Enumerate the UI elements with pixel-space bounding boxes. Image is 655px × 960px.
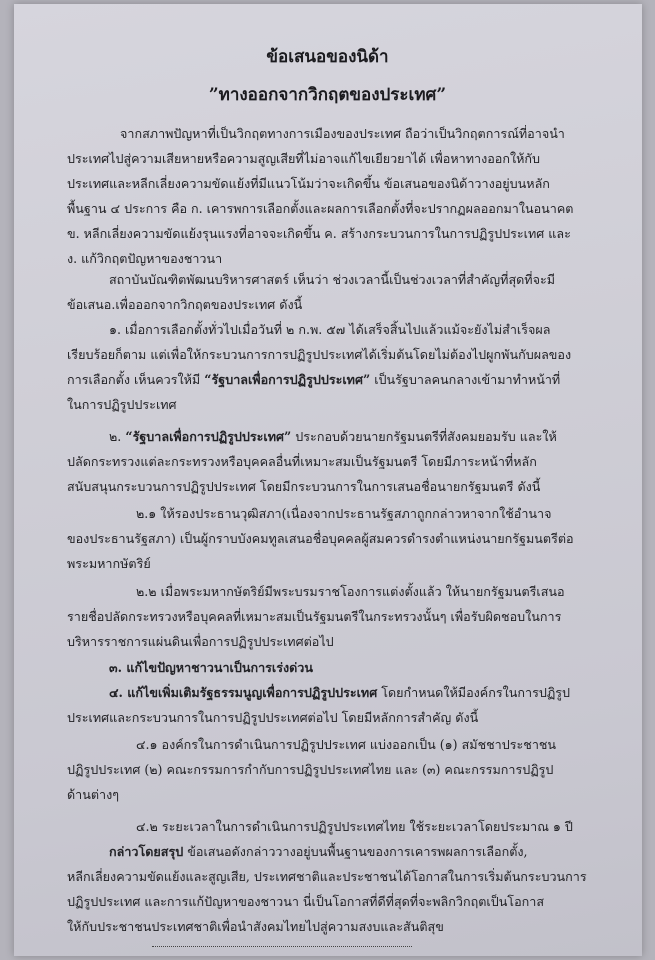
text-line: รายชื่อปลัดกระทรวงหรือบุคคลที่เหมาะสมเป็นรัฐมนตรีในกระทรวงนั้นๆ เพื่อรับผิดชอบในการ	[67, 609, 562, 624]
text-segment: ๒.	[109, 429, 122, 444]
text-segment: ข้อเสนอดังกล่าววางอยู่บนพื้นฐานของการเคารพผลการเลือกตั้ง,	[187, 844, 528, 859]
text-line: ปลัดกระทรวงแต่ละกระทรวงหรือบุคคลอื่นที่เหมาะสมเป็นรัฐมนตรี โดยมีภาระหน้าที่หลัก	[67, 454, 537, 469]
text-line	[109, 685, 570, 701]
text-line: หลีกเลี่ยงความขัดแย้งและสูญเสีย, ประเทศชาติและประชาชนได้โอกาสในการเริ่มต้นกระบวนการ	[67, 869, 587, 884]
text-line: ประเทศไปสู่ความเสียหายหรือความสูญเสียที่ไม่อาจแก้ไขเยียวยาได้ เพื่อหาทางออกให้กับ	[67, 151, 541, 166]
text-line: ๓. แก้ไขปัญหาชาวนาเป็นการเร่งด่วน	[109, 660, 313, 675]
text-line: จากสภาพปัญหาที่เป็นวิกฤตทางการเมืองของประเทศ ถือว่าเป็นวิกฤตการณ์ที่อาจนำ	[120, 126, 565, 141]
text-line: ง. แก้วิกฤตปัญหาของชาวนา	[67, 251, 223, 266]
text-line: ๑. เมื่อการเลือกตั้งทั่วไปเมื่อวันที่ ๒ ก.พ. ๕๗ ได้เสร็จสิ้นไปแล้วแม้จะยังไม่สำเร็จผล	[109, 322, 551, 337]
text-line: พระมหากษัตริย์	[67, 556, 151, 571]
text-line: พื้นฐาน ๔ ประการ คือ ก. เคารพการเลือกตั้งและผลการเลือกตั้งที่จะปรากฏผลออกมาในอนาคต	[67, 201, 574, 216]
summary-lead: กล่าวโดยสรุป	[109, 844, 184, 859]
text-line: ของประธานรัฐสภา) เป็นผู้กราบบังคมทูลเสนอชื่อบุคคลผู้สมควรดำรงตำแหน่งนายกรัฐมนตรีต่อ	[67, 531, 574, 546]
text-line	[109, 429, 557, 445]
text-line	[109, 844, 528, 860]
text-line	[67, 372, 560, 388]
text-line: ๔.๒ ระยะเวลาในการดำเนินการปฏิรูปประเทศไทย ใช้ระยะเวลาโดยประมาณ ๑ ปี	[136, 819, 573, 834]
text-line: ปฏิรูปประเทศ (๒) คณะกรรมการกำกับการปฏิรูปประเทศไทย และ (๓) คณะกรรมการปฏิรูป	[67, 762, 554, 777]
text-line: สถาบันบัณฑิตพัฒนบริหารศาสตร์ เห็นว่า ช่วงเวลานี้เป็นช่วงเวลาที่สำคัญที่สุดที่จะมี	[109, 272, 556, 287]
text-segment: การเลือกตั้ง เห็นควรให้มี	[67, 372, 201, 387]
text-segment: โดยกำหนดให้มีองค์กรในการปฏิรูป	[381, 685, 571, 700]
text-segment: เป็นรัฐบาลคนกลางเข้ามาทำหน้าที่	[374, 372, 561, 387]
text-line: ข้อเสนอ.เพื่อออกจากวิกฤตของประเทศ ดังนี้	[67, 297, 303, 312]
document-subtitle: ”ทางออกจากวิกฤตของประเทศ”	[208, 85, 447, 105]
text-line: ในการปฏิรูปประเทศ	[67, 397, 177, 412]
text-segment: ประกอบด้วยนายกรัฐมนตรีที่สังคมยอมรับ และให้	[295, 429, 557, 444]
text-line: ประเทศและกระบวนการในการปฏิรูปประเทศต่อไป โดยมีหลักการสำคัญ ดังนี้	[67, 710, 479, 725]
reform-government-emphasis: “รัฐบาลเพื่อการปฏิรูปประเทศ”	[125, 429, 292, 444]
dotted-divider	[152, 946, 412, 947]
text-line: เรียบร้อยก็ตาม แต่เพื่อให้กระบวนการการปฏิรูปประเทศได้เริ่มต้นโดยไม่ต้องไปผูกพันกับผลของ	[67, 347, 572, 362]
text-segment: ๔. แก้ไขเพิ่มเติมรัฐธรรมนูญเพื่อการปฏิรูปประเทศ	[109, 685, 378, 700]
text-line: ประเทศและหลีกเลี่ยงความขัดแย้งที่มีแนวโน้มว่าจะเกิดขึ้น ข้อเสนอของนิด้าวางอยู่บนหลัก	[67, 176, 550, 191]
text-line: ด้านต่างๆ	[67, 787, 120, 802]
text-line: ให้กับประชาชนประเทศชาติเพื่อนำสังคมไทยไปสู่ความสงบและสันติสุข	[67, 919, 444, 934]
document-title: ข้อเสนอของนิด้า	[266, 47, 389, 67]
text-line: บริหารราชการแผ่นดินเพื่อการปฏิรูปประเทศต่อไป	[67, 634, 334, 649]
text-line: สนับสนุนกระบวนการปฏิรูปประเทศ โดยมีกระบวนการในการเสนอชื่อนายกรัฐมนตรี ดังนี้	[67, 479, 541, 494]
text-line: ๒.๒ เมื่อพระมหากษัตริย์มีพระบรมราชโองการแต่งตั้งแล้ว ให้นายกรัฐมนตรีเสนอ	[136, 584, 565, 599]
text-line: ปฏิรูปประเทศ และการแก้ปัญหาของชาวนา นี่เป็นโอกาสที่ดีที่สุดที่จะพลิกวิกฤตเป็นโอกาส	[67, 894, 545, 909]
reform-government-emphasis: “รัฐบาลเพื่อการปฏิรูปประเทศ”	[204, 372, 371, 387]
text-line: ๔.๑ องค์กรในการดำเนินการปฏิรูปประเทศ แบ่งออกเป็น (๑) สมัชชาประชาชน	[136, 737, 557, 752]
text-line: ๒.๑ ให้รองประธานวุฒิสภา(เนื่องจากประธานรัฐสภาถูกกล่าวหาจากใช้อำนาจ	[136, 506, 552, 521]
text-line: ข. หลีกเลี่ยงความขัดแย้งรุนแรงที่อาจจะเกิดขึ้น ค. สร้างกระบวนการในการปฏิรูปประเทศ และ	[67, 226, 571, 241]
